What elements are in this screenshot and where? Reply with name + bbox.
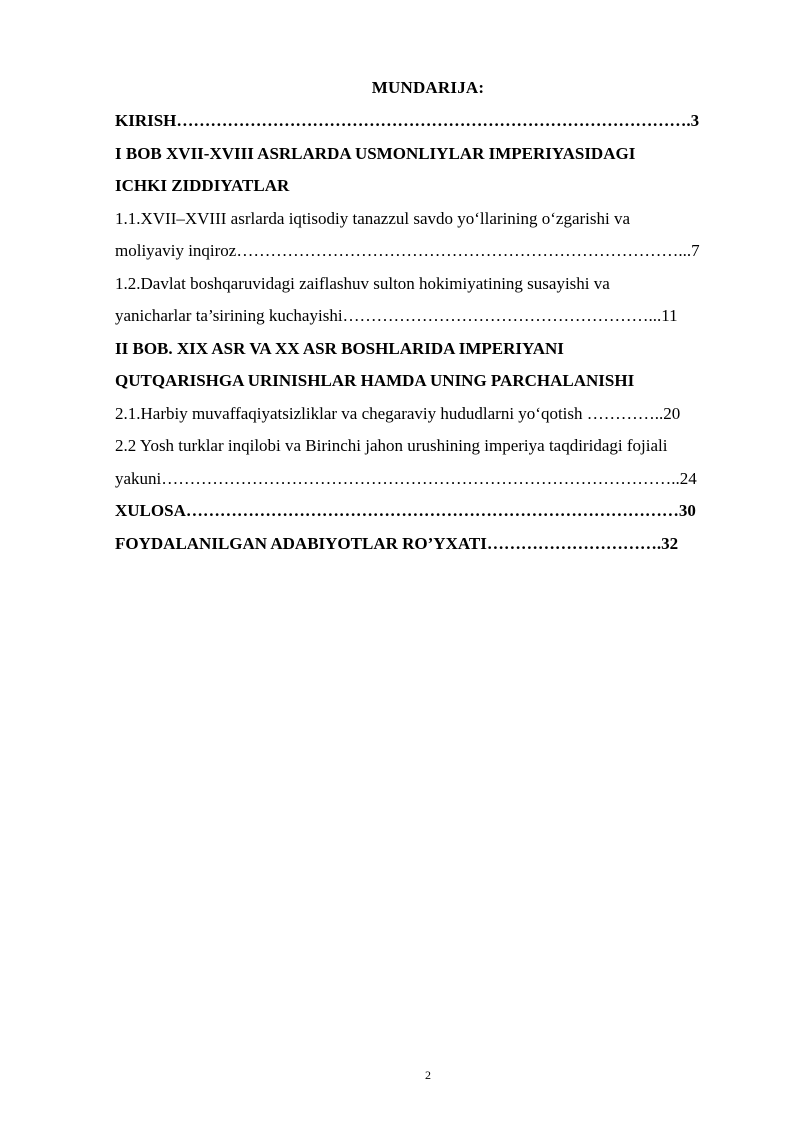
toc-chapter-1-heading-line-2: ICHKI ZIDDIYATLAR: [115, 176, 290, 195]
toc-section-2-1: 2.1.Harbiy muvaffaqiyatsizliklar va chegaraviy hududlarni yo‘qotish …………..20: [115, 403, 681, 423]
toc-section-1-1-line-2: moliyaviy inqiroz……………………………………………………………………...7: [115, 241, 700, 260]
toc-chapter-2-heading-line-1: II BOB. XIX ASR VA XX ASR BOSHLARIDA IMPERIYANI: [115, 338, 564, 358]
toc-entry-kirish: KIRISH……………………………………………………………………………….3: [115, 111, 700, 130]
toc-title: MUNDARIJA:: [371, 78, 485, 97]
toc-chapter-2-heading-line-2: QUTQARISHGA URINISHLAR HAMDA UNING PARCHALANISHI: [115, 371, 635, 390]
toc-chapter-1-heading-line-1: I BOB XVII-XVIII ASRLARDA USMONLIYLAR IMPERIYASIDAGI: [115, 143, 636, 163]
toc-section-2-2-line-2: yakuni………………………………………………………………………………..24: [115, 468, 697, 488]
toc-section-2-2-line-1: 2.2 Yosh turklar inqilobi va Birinchi jahon urushining imperiya taqdiridagi fojiali: [115, 436, 668, 455]
toc-section-1-1-line-1: 1.1.XVII–XVIII asrlarda iqtisodiy tanazzul savdo yo‘llarining o‘zgarishi va: [115, 208, 631, 228]
toc-section-1-2-line-2: yanicharlar ta’sirining kuchayishi………………………………………………...11: [115, 306, 678, 325]
table-of-contents: [115, 108, 742, 563]
page-number: 2: [425, 1068, 431, 1082]
toc-section-1-2-line-1: 1.2.Davlat boshqaruvidagi zaiflashuv sulton hokimiyatining susayishi va: [115, 273, 610, 293]
toc-entry-xulosa: XULOSA……………………………………………………………………………30: [115, 501, 696, 520]
toc-entry-bibliography: FOYDALANILGAN ADABIYOTLAR RO’YXATI………………………….32: [115, 533, 679, 553]
